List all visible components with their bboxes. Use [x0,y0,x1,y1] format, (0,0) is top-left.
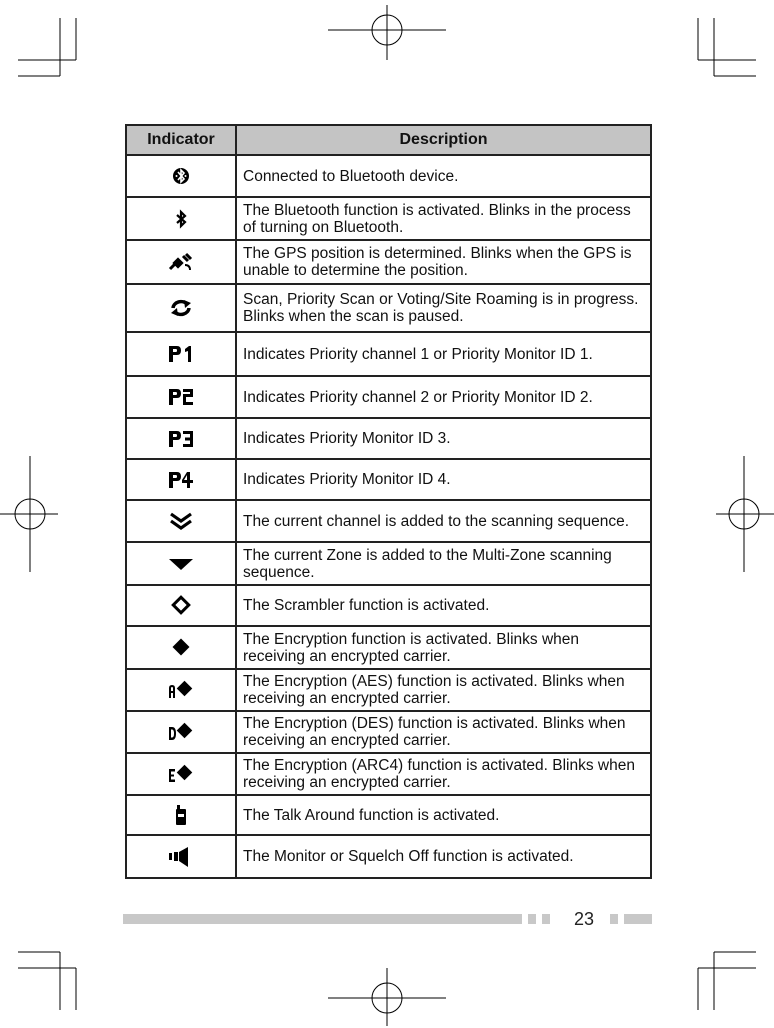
indicator-cell [126,711,236,753]
description-cell: The Monitor or Squelch Off function is activated. [236,835,651,878]
table-header-row [126,125,651,155]
description-cell: Indicates Priority channel 1 or Priority Monitor ID 1. [236,332,651,376]
description-cell: The Scrambler function is activated. [236,585,651,626]
description-cell: Indicates Priority channel 2 or Priority Monitor ID 2. [236,376,651,418]
table-row [126,284,651,332]
table-row [126,542,651,585]
description-cell: Indicates Priority Monitor ID 3. [236,418,651,459]
indicator-cell [126,542,236,585]
table-row [126,240,651,284]
priority-1-icon [166,343,196,365]
indicator-cell [126,626,236,669]
table-row [126,711,651,753]
table-row [126,332,651,376]
indicator-cell [126,240,236,284]
description-cell: The GPS position is determined. Blinks when the GPS is unable to determine the position. [236,240,651,284]
indicator-cell [126,753,236,795]
indicator-cell [126,500,236,542]
bluetooth-icon [166,208,196,230]
indicator-cell [126,585,236,626]
table-row [126,626,651,669]
encryption-aes-icon [166,679,196,701]
indicator-cell [126,284,236,332]
bluetooth-connected-icon [166,165,196,187]
indicator-cell [126,459,236,500]
scan-icon [166,297,196,319]
scan-add-icon [166,510,196,532]
table-row [126,753,651,795]
table-row [126,155,651,197]
description-cell: The Talk Around function is activated. [236,795,651,835]
description-column-header: Description [236,125,651,155]
talk-around-icon [166,804,196,826]
description-cell: The current channel is added to the scanning sequence. [236,500,651,542]
description-cell: The Encryption (AES) function is activated. Blinks when receiving an encrypted carrier. [236,669,651,711]
description-cell: Scan, Priority Scan or Voting/Site Roaming is in progress. Blinks when the scan is paused. [236,284,651,332]
table-row [126,197,651,240]
encryption-icon [166,637,196,659]
indicator-cell [126,669,236,711]
table-row [126,835,651,878]
priority-4-icon [166,469,196,491]
table-row [126,585,651,626]
priority-3-icon [166,428,196,450]
zone-add-icon [166,553,196,575]
description-cell: The current Zone is added to the Multi-Zone scanning sequence. [236,542,651,585]
monitor-speaker-icon [166,846,196,868]
page-number: 23 [574,909,595,929]
indicator-cell [126,795,236,835]
indicator-column-header: Indicator [126,125,236,155]
table-row [126,795,651,835]
description-cell: The Encryption function is activated. Blinks when receiving an encrypted carrier. [236,626,651,669]
indicator-cell [126,155,236,197]
footer-bar-left [123,914,522,924]
footer-bar-segment [528,914,536,924]
footer-bar-segment [542,914,550,924]
scrambler-icon [166,595,196,617]
table-row [126,669,651,711]
encryption-des-icon [166,721,196,743]
indicator-cell [126,418,236,459]
table-row [126,459,651,500]
gps-satellite-icon [166,251,196,273]
indicator-cell [126,835,236,878]
description-cell: The Encryption (ARC4) function is activated. Blinks when receiving an encrypted carrier. [236,753,651,795]
indicator-cell [126,332,236,376]
description-cell: The Bluetooth function is activated. Blinks in the process of turning on Bluetooth. [236,197,651,240]
description-cell: Indicates Priority Monitor ID 4. [236,459,651,500]
indicator-cell [126,197,236,240]
description-cell: The Encryption (DES) function is activated. Blinks when receiving an encrypted carrier. [236,711,651,753]
indicator-cell [126,376,236,418]
table-row [126,500,651,542]
indicator-table [125,124,652,879]
table-row [126,376,651,418]
table-row [126,418,651,459]
encryption-arc4-icon [166,763,196,785]
description-cell: Connected to Bluetooth device. [236,155,651,197]
priority-2-icon [166,386,196,408]
footer-bar-segment [610,914,618,924]
footer-bar-right [624,914,652,924]
